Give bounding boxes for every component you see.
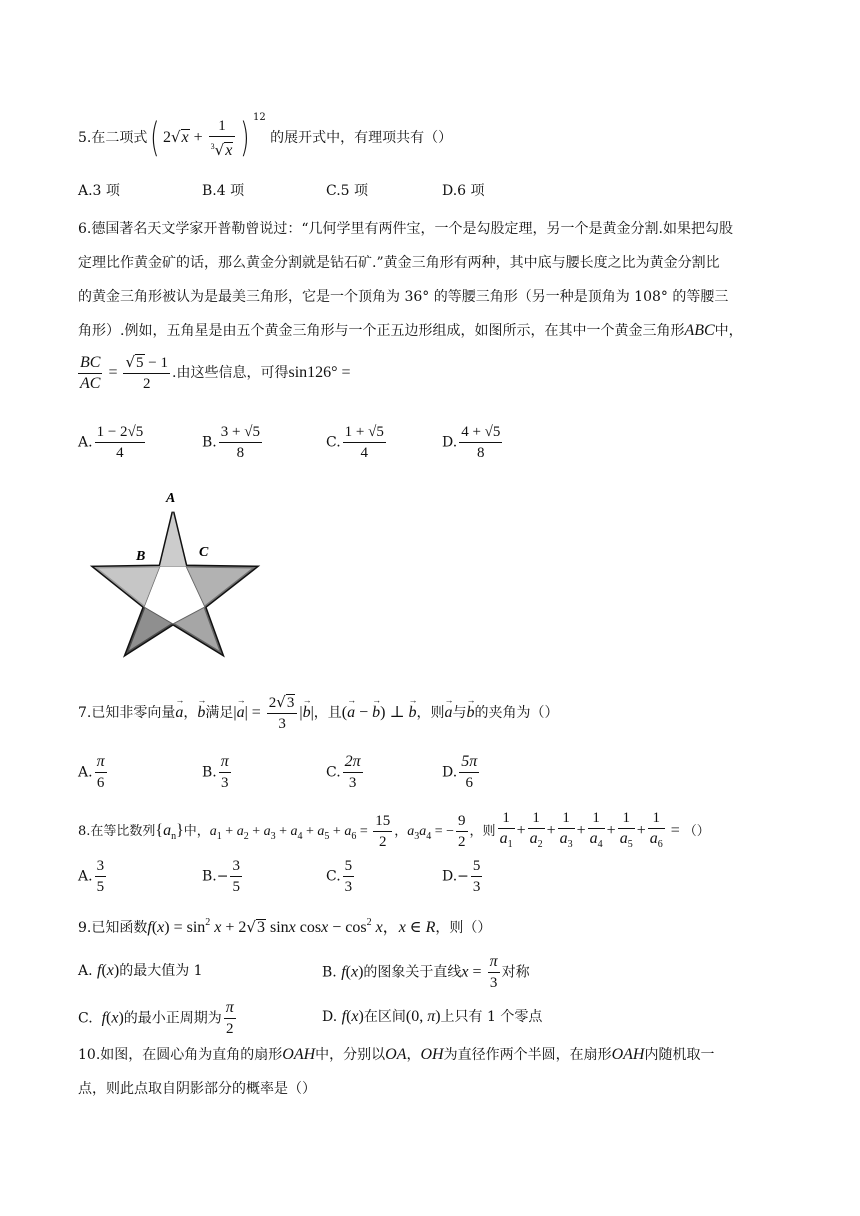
q6-option-c-label: C. xyxy=(326,434,341,451)
q8-option-c-den: 3 xyxy=(344,879,353,895)
q7-option-c xyxy=(326,752,365,793)
q5-lead: 5.在二项式 xyxy=(78,130,148,146)
q7-option-b-num: π xyxy=(219,752,231,773)
q8-option-d-den: 3 xyxy=(472,879,481,895)
q7-then: ，则 xyxy=(416,705,445,721)
q9-option-c: C. f(x)的最小正周期为 $\frac{\pi}{2}$ xyxy=(78,999,234,1037)
q10-line-1a: 10.如图，在圆心角为直角的扇形 xyxy=(78,1047,283,1063)
question-6 xyxy=(78,212,788,348)
q8-lead: 8.在等比数列 xyxy=(78,824,156,839)
q10-line-2: 点，则此点取自阴影部分的概率是（） xyxy=(78,1081,316,1097)
q6-line-2: 定理比作黄金矿的话，那么黄金分割就是钻石矿.”黄金三角形有两种，其中底与腰长度之比为黄金分割比 xyxy=(78,255,720,271)
q9-option-b: B. f(x)的图象关于直线x = $\frac{\pi}{3}$ 对称 xyxy=(322,953,530,991)
q7-option-a-den: 6 xyxy=(96,775,105,791)
q9-option-b-tail: 对称 xyxy=(501,964,530,981)
q10-line-1b: 中，分别以 xyxy=(315,1047,386,1063)
q8-option-a-label: A. xyxy=(78,868,93,885)
q7-sep: ， xyxy=(183,705,198,721)
q7-option-d-label: D. xyxy=(442,764,458,781)
q7-lead: 7.已知非零向量 xyxy=(78,705,176,721)
q6-option-c xyxy=(326,422,388,463)
q8-option-d xyxy=(442,856,484,897)
q8-option-b xyxy=(202,856,244,897)
q9-lead: 9.已知函数 xyxy=(78,920,148,936)
q8-option-b-den: 5 xyxy=(232,879,240,895)
question-9: 9.已知函数$f(x) = \sin^2 x + 2√3$ sinx $\cos x - \cos^2 x$，x ∈ R，则（） xyxy=(78,917,492,936)
q6-ratio-line: $\frac{BC}{AC}$ = $\frac{√5 - 1}{2}$ .由这些信息，可得sin126° = xyxy=(80,353,351,392)
q7-option-a-label: A. xyxy=(78,764,93,781)
q9-option-d-tail: 上只有 1 个零点 xyxy=(440,1009,543,1025)
q8-option-d-num: 5 xyxy=(471,856,483,877)
q8-mid: 中， xyxy=(183,824,210,839)
q8-option-b-label: B.− xyxy=(202,868,229,885)
q6-option-c-num: 1 + √5 xyxy=(343,422,386,443)
q6-option-b-num: 3 + √5 xyxy=(219,422,262,443)
q7-option-b-label: B. xyxy=(202,764,217,781)
q6-line-3: 的黄金三角形被认为是最美三角形，它是一个顶角为 36° 的等腰三角形（另一种是顶角为 108° 的等腰三 xyxy=(78,289,729,305)
q7-option-d xyxy=(442,752,481,793)
q8-option-b-num: 3 xyxy=(230,856,242,877)
q6-target: sin126° = xyxy=(288,364,351,381)
star-shading-top xyxy=(160,512,186,566)
q8-option-c-num: 5 xyxy=(343,856,355,877)
q6-ratio-tail: .由这些信息，可得 xyxy=(172,365,289,381)
q6-option-d-den: 8 xyxy=(477,445,485,461)
q10-line-1c: 为直径作两个半圆，在扇形 xyxy=(443,1047,612,1063)
q5-option-b: B.4 项 xyxy=(202,183,245,199)
q6-option-c-den: 4 xyxy=(360,445,369,461)
q8-option-c xyxy=(326,856,356,897)
q6-option-b xyxy=(202,422,264,463)
q6-line-4: 角形）.例如，五角星是由五个黄金三角形与一个正五边形组成，如图所示，在其中一个黄金三角形 xyxy=(78,323,685,339)
q8-option-a-num: 3 xyxy=(95,856,107,877)
question-5: 5.在二项式( 2√x + $\frac{1}{^3√x}$ ) $^{12}$ 的展开式中，有理项共有（） xyxy=(78,112,453,161)
q7-option-a xyxy=(78,752,109,793)
q6-option-a-label: A. xyxy=(78,434,93,451)
q6-option-b-label: B. xyxy=(202,434,217,451)
q9-tail: ，则（） xyxy=(435,920,492,936)
q6-option-d xyxy=(442,422,504,463)
q9-option-c-text: 的最小正周期为 xyxy=(123,1010,222,1027)
q6-option-b-den: 8 xyxy=(236,445,245,461)
q5-tail: 的展开式中，有理项共有（） xyxy=(270,130,453,146)
q7-option-c-label: C. xyxy=(326,764,341,781)
q6-option-a-den: 4 xyxy=(116,445,124,461)
q7-tail: 的夹角为（） xyxy=(474,705,559,721)
star-label-b: B xyxy=(136,549,146,564)
q7-option-c-num: 2π xyxy=(343,752,363,773)
star-figure xyxy=(84,484,274,664)
q9-option-d-text: 在区间 xyxy=(363,1009,406,1025)
star-label-c: C xyxy=(199,545,209,560)
q7-option-d-num: 5π xyxy=(459,752,479,773)
q5-option-c: C.5 项 xyxy=(326,183,369,199)
q7-and: ，且 xyxy=(313,705,342,721)
q7-option-a-num: π xyxy=(95,752,107,773)
q8-option-a xyxy=(78,856,108,897)
q6-option-a xyxy=(78,422,147,463)
q8-option-d-label: D.− xyxy=(442,868,469,885)
q6-option-a-num: 1 − 2√5 xyxy=(95,422,146,443)
star-label-a: A xyxy=(166,491,176,506)
q9-option-d: D. f(x)在区间(0, π)上只有 1 个零点 xyxy=(322,1008,543,1025)
question-8: 8.在等比数列$\{a_n\}$中，$a_1 + a_2 + a_3 + a_4 + a_5 + a_6$ = $\frac{15}{2}$ ，$a_3a_4$ = − $\frac{9}{2}$ ，则 $\frac{1}{a_1}$ + $\frac{1}{a_2}$ + $\frac{1}{a_3}$ + $\frac{1}{a_4}$ + $\frac{1}{a_5}$ + $\frac{1}{a_6}$ = （） xyxy=(78,810,710,850)
q9-option-a-text: 的最大值为 1 xyxy=(119,963,203,979)
question-10: 10.如图，在圆心角为直角的扇形OAH中，分别以OA，OH为直径作两个半圆，在扇形OAH内随机取一 点，则此点取自阴影部分的概率是（） xyxy=(78,1038,788,1106)
q5-option-a: A.3 项 xyxy=(78,183,120,199)
q6-option-d-num: 4 + √5 xyxy=(459,422,502,443)
q5-option-d: D.6 项 xyxy=(442,183,485,199)
q7-option-b-den: 3 xyxy=(221,775,229,791)
q7-option-b xyxy=(202,752,233,793)
q5-exponent: 12 xyxy=(252,112,266,123)
q8-tail: （） xyxy=(683,824,710,839)
q8-option-c-label: C. xyxy=(326,868,341,885)
q6-triangle-name: ABC xyxy=(684,322,715,339)
q9-option-b-text: 的图象关于直线 xyxy=(363,964,462,981)
q8-option-a-den: 5 xyxy=(96,879,105,895)
q6-line-4-end: 中， xyxy=(714,323,743,339)
q7-option-c-den: 3 xyxy=(348,775,357,791)
q10-line-1d: 内随机取一 xyxy=(644,1047,715,1063)
q7-with: 与 xyxy=(452,705,467,721)
q6-option-d-label: D. xyxy=(442,434,458,451)
question-7: 7.已知非零向量→ a，→ b满足|→ a| = $\frac{2√3}{3}$ |→ b|，且(→ a − → b) ⊥ → b，则→ a与→ b的夹角为（） xyxy=(78,692,559,734)
q6-line-1: 6.德国著名天文学家开普勒曾说过：“几何学里有两件宝，一个是勾股定理，另一个是黄金分割.如果把勾股 xyxy=(78,221,733,237)
q9-option-a: A. f(x)的最大值为 1 xyxy=(78,962,203,979)
q7-option-d-den: 6 xyxy=(465,775,473,791)
q7-satisfies: 满足 xyxy=(205,705,234,721)
